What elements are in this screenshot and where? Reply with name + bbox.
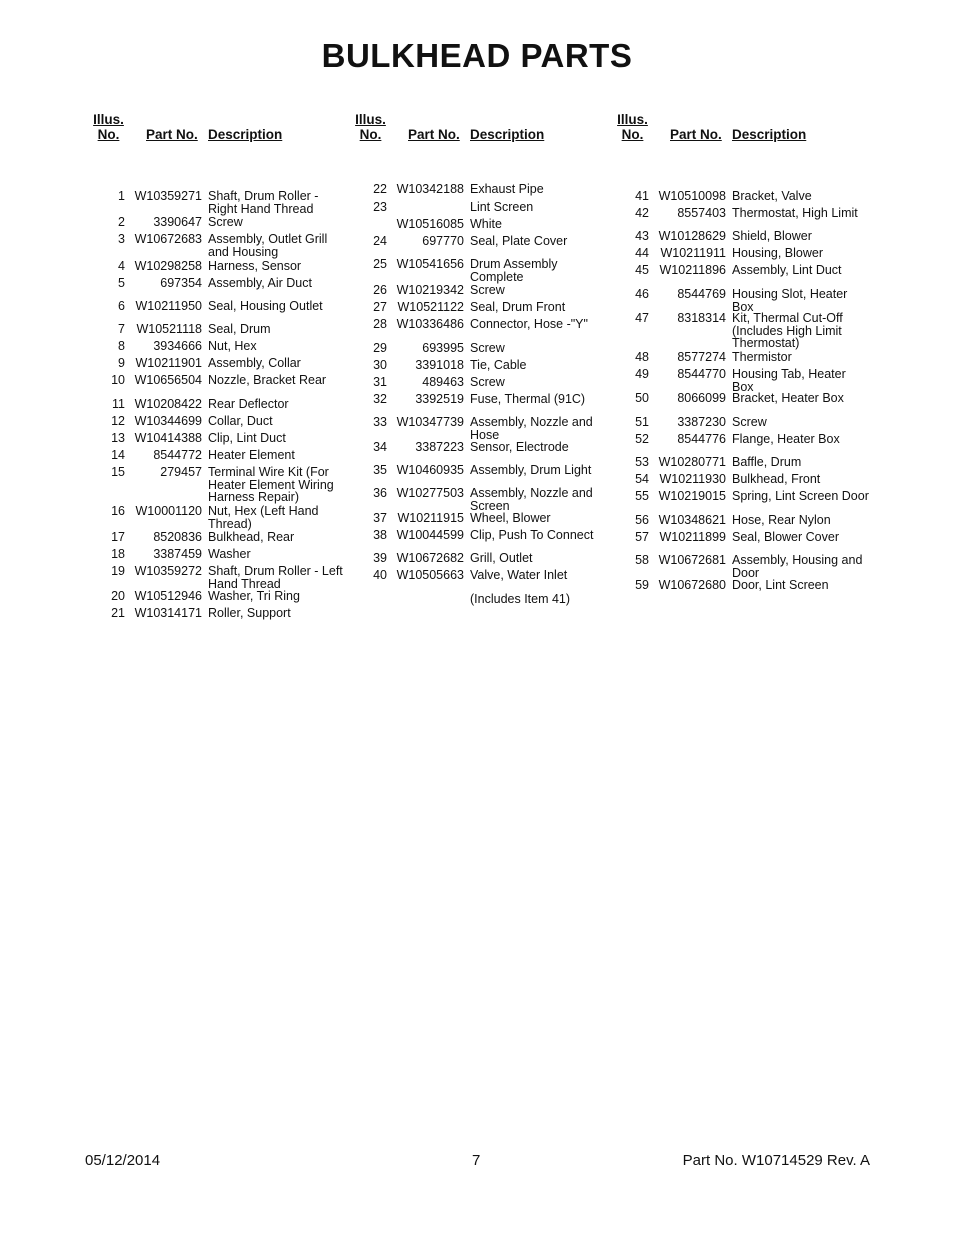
illus-header-line2: No. [359,127,382,142]
part-number: 693995 [422,341,464,355]
part-description: Fuse, Thermal (91C) [470,392,586,406]
part-description: Clip, Lint Duct [208,431,286,445]
part-number: 3934666 [153,339,202,353]
part-number: W10521118 [136,322,202,336]
part-number: 697770 [422,234,464,248]
part-description: Screw [470,283,505,297]
part-description: Baffle, Drum [732,455,802,469]
illus-number: 19 [111,564,125,578]
illus-number: 11 [112,397,125,411]
part-description: Bracket, Heater Box [732,391,844,405]
part-description: Assembly, Housing and Door [732,553,863,580]
part-description: Seal, Drum Front [470,300,566,314]
part-description: Door, Lint Screen [732,578,829,592]
part-description: Roller, Support [208,606,291,620]
illus-number: 57 [635,530,649,544]
part-description: Spring, Lint Screen Door [732,489,869,503]
illus-number: 26 [373,283,387,297]
part-description: Sensor, Electrode [470,440,569,454]
part-description: Assembly, Outlet Grill and Housing [208,232,328,259]
part-number: W10128629 [658,229,726,243]
illus-number: 38 [373,528,387,542]
illus-header-line2: No. [621,127,644,142]
part-description: Hose, Rear Nylon [732,513,831,527]
illus-number: 48 [635,350,649,364]
part-number: 3390647 [153,215,202,229]
illus-number: 6 [118,299,125,313]
part-description: Thermistor [732,350,792,364]
part-number: W10280771 [658,455,726,469]
part-number: W10211901 [135,356,202,370]
part-number: W10342188 [396,182,464,196]
illus-number: 43 [635,229,649,243]
illus-header-line1: Illus. [355,112,386,127]
part-number: W10414388 [134,431,202,445]
part-description: Drum Assembly Complete [470,257,558,284]
part-description: Seal, Housing Outlet [208,299,323,313]
part-number: W10314171 [134,606,202,620]
part-description: White [470,217,502,231]
part-number: W10219015 [658,489,726,503]
part-description: Nozzle, Bracket Rear [208,373,327,387]
part-description: Exhaust Pipe [470,182,544,196]
part-number: W10347739 [396,415,464,429]
part-number: 8544772 [153,448,202,462]
illus-number: 42 [635,206,649,220]
illus-number: 45 [635,263,649,277]
illus-number: 50 [635,391,649,405]
part-description: Heater Element [208,448,295,462]
part-description: Grill, Outlet [470,551,533,565]
illus-header-line1: Illus. [93,112,124,127]
part-description: Housing, Blower [732,246,824,260]
illus-number: 37 [373,511,387,525]
description-header: Description [732,127,807,142]
illus-number: 4 [118,259,125,273]
illus-number: 54 [635,472,649,486]
part-description: Harness, Sensor [208,259,302,273]
illus-number: 17 [111,530,125,544]
part-no-header: Part No. [408,127,460,142]
part-description: Bulkhead, Front [732,472,821,486]
illus-number: 33 [373,415,387,429]
part-number: 3391018 [415,358,464,372]
illus-number: 5 [118,276,125,290]
footer-part-number: Part No. W10714529 Rev. A [682,1152,870,1169]
part-number: W10298258 [134,259,202,273]
part-number: W10672681 [658,553,726,567]
illus-number: 52 [635,432,649,446]
illus-number: 22 [373,182,387,196]
part-number: W10044599 [396,528,464,542]
part-number: W10219342 [396,283,464,297]
description-header: Description [208,127,283,142]
part-number: 489463 [422,375,464,389]
part-description: Lint Screen [470,200,534,214]
part-no-header: Part No. [146,127,198,142]
part-description: Assembly, Collar [208,356,301,370]
description-header: Description [470,127,545,142]
footer-date: 05/12/2014 [85,1152,161,1169]
illus-number: 16 [111,504,125,518]
part-description: Assembly, Lint Duct [732,263,842,277]
illus-number: 15 [111,465,125,479]
illus-number: 31 [373,375,387,389]
illus-no-header [614,112,651,142]
part-description: (Includes Item 41) [470,592,571,606]
part-number: W10211930 [659,472,726,486]
part-description: Valve, Water Inlet [470,568,568,582]
part-number: W10672680 [658,578,726,592]
part-description: Rear Deflector [208,397,289,411]
part-number: W10211950 [135,299,202,313]
illus-number: 47 [635,311,649,325]
footer-page-number: 7 [472,1152,481,1169]
illus-number: 14 [111,448,125,462]
part-number: W10541656 [396,257,464,271]
part-number: W10211911 [660,246,726,260]
illus-number: 30 [373,358,387,372]
illus-number: 35 [373,463,387,477]
illus-number: 1 [118,189,125,203]
illus-number: 27 [373,300,387,314]
part-number: W10359271 [134,189,202,203]
illus-number: 3 [118,232,125,246]
part-number: W10211899 [659,530,726,544]
illus-number: 24 [373,234,387,248]
part-number: 3392519 [415,392,464,406]
illus-number: 29 [373,341,387,355]
part-description: Wheel, Blower [470,511,551,525]
part-description: Screw [470,375,505,389]
part-description: Flange, Heater Box [732,432,840,446]
part-number: W10510098 [658,189,726,203]
illus-number: 55 [635,489,649,503]
illus-number: 58 [635,553,649,567]
part-number: 8577274 [677,350,726,364]
part-number: W10656504 [134,373,202,387]
part-number: W10516085 [396,217,464,231]
part-number: W10001120 [135,504,202,518]
part-description: Washer, Tri Ring [208,589,300,603]
part-number: 8318314 [677,311,726,325]
part-description: Bulkhead, Rear [208,530,295,544]
illus-number: 2 [118,215,125,229]
part-description: Seal, Blower Cover [732,530,839,544]
illus-number: 25 [373,257,387,271]
illus-number: 21 [111,606,125,620]
part-description: Nut, Hex [208,339,257,353]
illus-number: 56 [635,513,649,527]
part-number: W10211896 [659,263,726,277]
part-description: Washer [208,547,251,561]
part-description: Connector, Hose -"Y" [470,317,588,331]
part-number: W10672683 [134,232,202,246]
part-number: W10348621 [658,513,726,527]
illus-number: 10 [111,373,125,387]
part-number: 8066099 [677,391,726,405]
part-description: Assembly, Nozzle and Screen [470,486,593,513]
part-description: Terminal Wire Kit (For Heater Element Wiring Harness Repair) [208,465,334,504]
part-description: Seal, Plate Cover [470,234,568,248]
illus-number: 7 [118,322,125,336]
illus-number: 18 [111,547,125,561]
part-number: 3387230 [677,415,726,429]
illus-number: 41 [635,189,649,203]
part-description: Thermostat, High Limit [732,206,858,220]
part-description: Shaft, Drum Roller - Right Hand Thread [208,189,319,216]
part-number: 8557403 [677,206,726,220]
part-description: Screw [470,341,505,355]
illus-number: 23 [373,200,387,214]
illus-number: 28 [373,317,387,331]
part-number: W10521122 [397,300,464,314]
illus-no-header [352,112,389,142]
illus-header-line1: Illus. [617,112,648,127]
part-number: 697354 [160,276,202,290]
illus-number: 9 [118,356,125,370]
part-description: Kit, Thermal Cut-Off (Includes High Limit Thermostat) [732,311,843,350]
part-number: W10211915 [397,511,464,525]
part-description: Assembly, Drum Light [470,463,592,477]
part-number: W10277503 [396,486,464,500]
part-number: W10208422 [134,397,202,411]
part-description: Housing Tab, Heater Box [732,367,846,394]
illus-number: 12 [111,414,125,428]
part-description: Nut, Hex (Left Hand Thread) [208,504,319,531]
part-description: Assembly, Nozzle and Hose [470,415,593,442]
illus-number: 51 [635,415,649,429]
part-number: W10672682 [396,551,464,565]
illus-number: 53 [635,455,649,469]
part-description: Assembly, Air Duct [208,276,312,290]
part-number: 8544769 [677,287,726,301]
part-number: W10512946 [134,589,202,603]
part-description: Screw [732,415,767,429]
part-number: 8544770 [677,367,726,381]
illus-header-line2: No. [97,127,120,142]
page-title: BULKHEAD PARTS [321,37,633,74]
illus-no-header [90,112,127,142]
illus-number: 49 [635,367,649,381]
part-description: Seal, Drum [208,322,271,336]
illus-number: 44 [635,246,649,260]
part-description: Shield, Blower [732,229,812,243]
part-number: W10336486 [396,317,464,331]
part-number: W10505663 [396,568,464,582]
part-number: 3387223 [415,440,464,454]
illus-number: 40 [373,568,387,582]
part-description: Bracket, Valve [732,189,812,203]
illus-number: 13 [111,431,125,445]
illus-number: 20 [111,589,125,603]
part-description: Screw [208,215,243,229]
part-description: Housing Slot, Heater Box [732,287,848,314]
illus-number: 39 [373,551,387,565]
part-description: Clip, Push To Connect [470,528,594,542]
illus-number: 36 [373,486,387,500]
part-number: W10344699 [134,414,202,428]
illus-number: 34 [373,440,387,454]
part-description: Tie, Cable [470,358,527,372]
part-number: 8520836 [153,530,202,544]
part-description: Shaft, Drum Roller - Left Hand Thread [208,564,343,591]
illus-number: 46 [635,287,649,301]
part-number: 3387459 [153,547,202,561]
illus-number: 59 [635,578,649,592]
part-number: W10359272 [134,564,202,578]
part-description: Collar, Duct [208,414,273,428]
illus-number: 8 [118,339,125,353]
illus-number: 32 [373,392,387,406]
part-number: W10460935 [396,463,464,477]
part-number: 8544776 [677,432,726,446]
part-number: 279457 [160,465,202,479]
part-no-header: Part No. [670,127,722,142]
